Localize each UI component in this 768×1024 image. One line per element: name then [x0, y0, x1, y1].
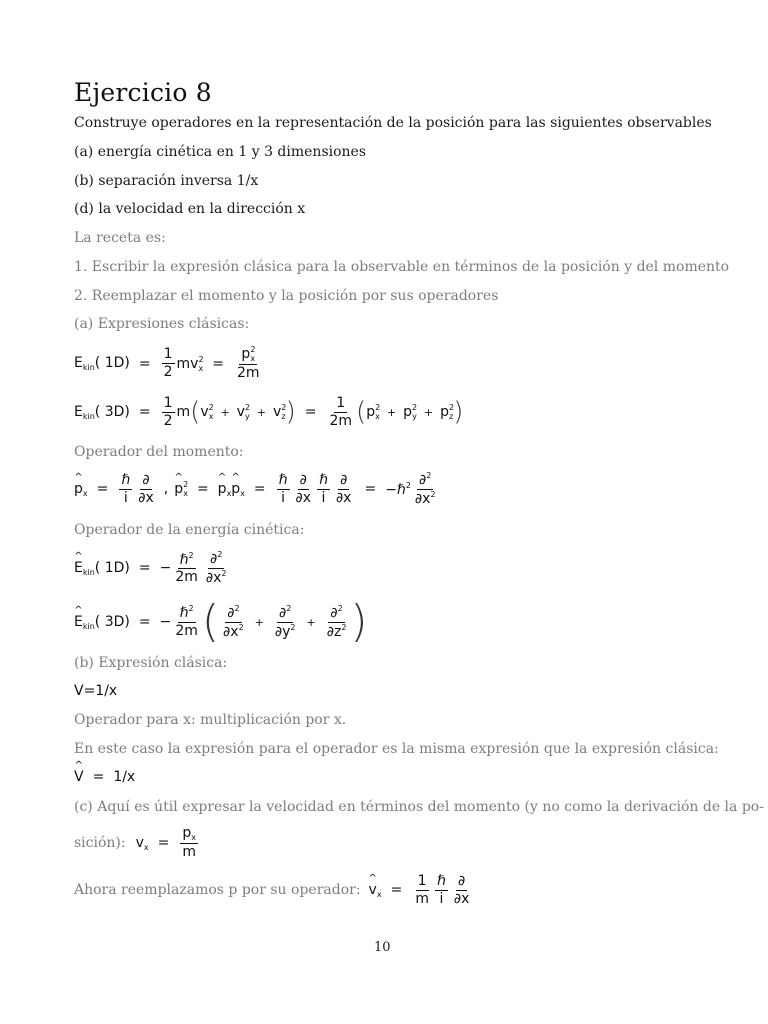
velocity-momentum-line: sición): $v_x$ = $\frac{p_x}{m}$ — [74, 825, 197, 861]
page-title: Ejercicio 8 — [74, 78, 212, 107]
section-b-heading: (b) Expresión clásica: — [74, 655, 228, 671]
item-a: (a) energía cinética en 1 y 3 dimensiones — [74, 144, 367, 160]
item-d: (d) la velocidad en la dirección x — [74, 201, 306, 217]
equation-momentum-operator: ^ $p_x$ = $\frac{\text{ℏ}}{i}$ $\frac{\partial}{\partial x}$ , ^ $p^2_x$ = ^ $p_x\^{}$ $p_x$ = $\frac{\text{ℏ}}{i}$ $\frac{\partial}{\partial x}$ $\frac{\text{ℏ}}{i}$ $\frac{\partial}{\partial x}$ = −ℏ$^2$ $\frac{\partial^2}{\partial x^2}$ — [74, 472, 440, 506]
same-expression-text: En este caso la expresión para el operador es la misma expresión que la expresión clásica: — [74, 741, 719, 757]
equation-ekin-1d: $E_{kin}$( 1D) = $\frac{1}{2}$ $mv^2_x$ = $\frac{p^2_x}{2m}$ — [74, 345, 260, 382]
section-c-text-cont: sición): — [74, 835, 126, 852]
document-page — [74, 0, 764, 1024]
recipe-step-1: 1. Escribir la expresión clásica para la observable en términos de la posición y del momento — [74, 259, 730, 275]
x-operator-text: Operador para x: multiplicación por x. — [74, 712, 347, 728]
equation-kinetic-operator-1d: ^ $E_{kin}$( 1D) = − $\frac{\hbar^2}{2m}$ $\frac{\partial^2}{\partial x^2}$ — [74, 551, 231, 585]
section-c-text: (c) Aquí es útil expresar la velocidad en términos del momento (y no como la derivación de la po- — [74, 799, 764, 815]
equation-v-operator: ^ V = 1/x — [74, 769, 135, 785]
equation-kinetic-operator-3d: ^ $E_{kin}$( 3D) = − $\frac{\hbar^2}{2m}$ ( $\frac{\partial^2}{\partial x^2}$ + $\frac{\partial^2}{\partial y^2}$ + $\frac{\partial^2}{\partial z^2}$ ) — [74, 600, 368, 644]
recipe-heading: La receta es: — [74, 230, 166, 246]
page-number: 10 — [374, 940, 391, 955]
section-a-heading: (a) Expresiones clásicas: — [74, 316, 250, 332]
momentum-operator-heading: Operador del momento: — [74, 444, 244, 460]
replace-operator-text: Ahora reemplazamos p por su operador: — [74, 882, 361, 899]
intro-text: Construye operadores en la representación de la posición para las siguientes observables — [74, 115, 712, 131]
item-b: (b) separación inversa 1/x — [74, 173, 259, 189]
equation-ekin-3d: $E_{kin}$( 3D) = $\frac{1}{2}$ m ( $v^2_x$ + $v^2_y$ + $v^2_z$ ) = $\frac{1}{2m}$ ( $p^2_x$ + $p^2_y$ + $p^2_z$ ) — [74, 395, 464, 429]
velocity-operator-line: Ahora reemplazamos p por su operador: ^ $v_x$ = $\frac{1}{m}$ $\frac{\text{ℏ}}{i}$ $\frac{\partial}{\partial x}$ — [74, 874, 473, 906]
equation-v-classical: V=1/x — [74, 683, 118, 699]
kinetic-operator-heading: Operador de la energía cinética: — [74, 522, 305, 538]
recipe-step-2: 2. Reemplazar el momento y la posición por sus operadores — [74, 288, 499, 304]
